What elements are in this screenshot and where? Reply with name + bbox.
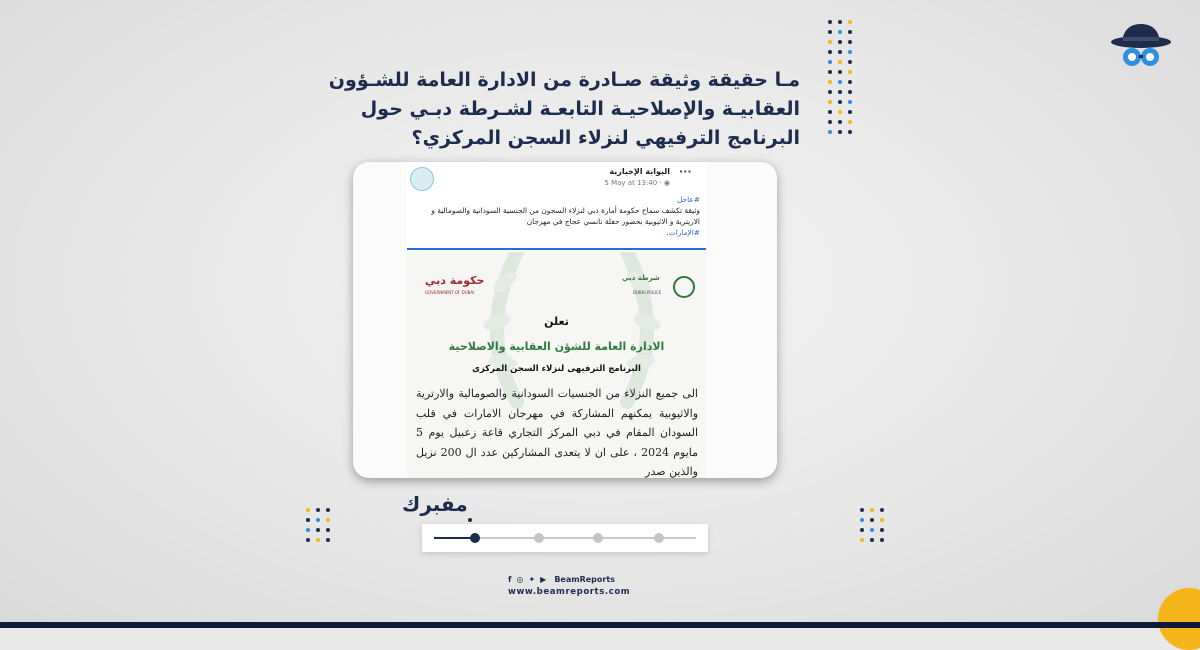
dubai-police-subtitle: DUBAI POLICE (633, 290, 662, 295)
social-handle[interactable]: BeamReports (554, 574, 615, 584)
instagram-icon[interactable]: ◎ (516, 574, 524, 584)
scale-node-fabricated (470, 533, 480, 543)
post-time: 5 May at 13:40 · ◉ (604, 179, 670, 187)
facebook-icon[interactable]: f (508, 574, 512, 584)
document-body: الى جميع النزلاء من الجنسيات السودانية والصومالية والارترية والاثيوبية يمكنهم المشاركة في مهرجان الامارات في قلب السودان المقام في دبي المركز التجاري قاعة زعبيل يوم 5 مايوم 2024 ، على ان لا يتعدى المشاركين عدد ال 200 نزيل والذين صدر (416, 387, 698, 478)
hashtag-emirates[interactable]: #الإمارات. (666, 228, 700, 237)
verdict-pointer (468, 518, 472, 522)
title-line: مـا حقيقة وثيقة صـادرة من الادارة العامة للشـؤون (328, 69, 800, 91)
scale-node (593, 533, 603, 543)
scale-node (654, 533, 664, 543)
bottom-bar (0, 622, 1200, 628)
document-program: البرنامج الترفيهى لنزلاء السجن المركزى (472, 364, 641, 374)
screenshot-card (353, 162, 777, 478)
document-department: الادارة العامة للشؤن العقابية والاصلاحية (448, 340, 665, 353)
page-title (300, 66, 800, 153)
verdict-label: مفبرك (402, 492, 468, 516)
twitter-icon[interactable]: ✦ (528, 574, 536, 584)
scale-active-track (434, 537, 474, 539)
page-name[interactable]: البوابة الإخبارية (609, 167, 670, 176)
document-image (407, 252, 706, 478)
government-of-dubai-logo: حكومة دبي (425, 274, 485, 287)
decorative-dots-bottom-right (860, 508, 884, 542)
police-emblem-icon (673, 276, 695, 298)
hashtag-urgent[interactable]: #عاجل (676, 195, 700, 204)
title-line: البرنامج الترفيهي لنزلاء السجن المركزي؟ (411, 127, 800, 149)
verdict-scale (422, 524, 708, 552)
website-url[interactable]: www.beamreports.com (508, 587, 631, 597)
decorative-dots-top-right (828, 20, 852, 134)
government-of-dubai-subtitle: GOVERNMENT OF DUBAI (425, 290, 475, 295)
social-links (508, 574, 615, 584)
title-line: العقابيـة والإصلاحيـة التابعـة لشـرطة دبـي حول (360, 98, 800, 120)
post-body-text: وثيقة تكشف سماح حكومة أمارة دبي لنزلاء السجون من الجنسية السودانية والصومالية و الاريترية و الاثيوبية بحضور حفلة نانسي عجاج في مهرجان (431, 206, 700, 226)
more-options-icon[interactable]: ··· (679, 165, 692, 178)
beam-reports-logo-icon (1110, 20, 1172, 72)
youtube-icon[interactable]: ▶ (540, 574, 547, 584)
document-announce: تعلن (544, 315, 569, 328)
page-avatar[interactable] (410, 167, 434, 191)
social-post (407, 162, 706, 250)
decorative-dots-bottom-left (306, 508, 330, 542)
dubai-police-logo: شرطة دبي (622, 274, 660, 282)
post-text (414, 194, 700, 238)
scale-node (534, 533, 544, 543)
